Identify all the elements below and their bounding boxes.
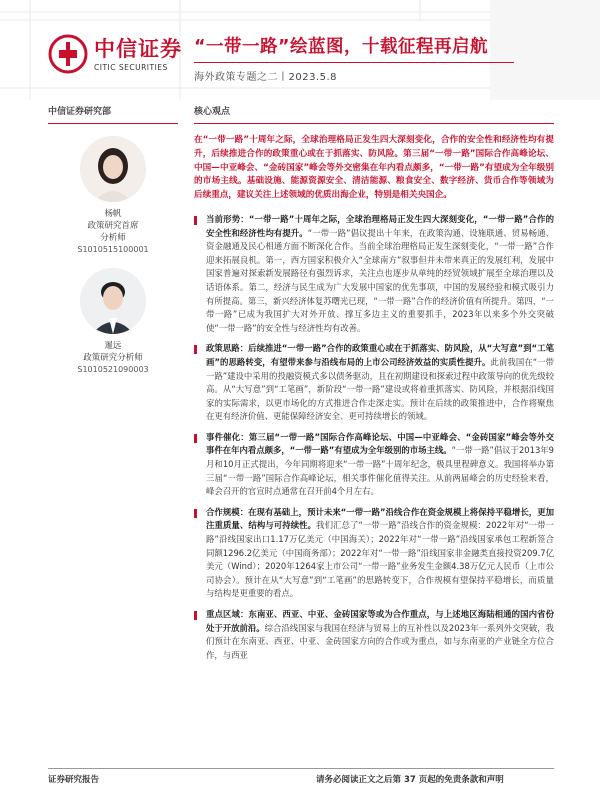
brand-logo [48,34,182,74]
brand-name-cn: 中信证券 [94,36,182,61]
brand-name-en: CITIC SECURITIES [94,62,168,72]
bullet-marker [194,345,197,354]
bullet-lead: 重点区域：东南亚、西亚、中亚、金砖国家等或为合作重点，与上述地区海陆相通的国内省份处于开放前沿。 [206,609,554,633]
bullet-body: 此前我国在“一带一路”建设中采用的投融资模式多以债务驱动，且在初期建设和探索过程中政策导向的优先级较高。从“大写意”到“工笔画”，新阶段“一带一路”建设或将着重抓落实、防风险，并根据沿线国家的实际需求，以更市场化的方式推进合作走深走实。预计在后续的政策推进中，合作将聚焦在更有经济价值、更能保障经济安全、更可持续增长的领域。 [206,356,554,422]
avatar [80,136,146,202]
bullet-marker [194,509,197,518]
bullet-lead: 合作规模：在现有基础上，预计未来“一带一路”沿线合作在资金规模上将保持平稳增长，更加注重质量、结构与可持续性。 [206,506,554,531]
bullet-marker [194,216,197,225]
footer-label: 证券研究报告 [48,775,100,785]
analyst-photo-icon [80,268,146,334]
avatar [80,268,146,334]
analyst-photo-icon [80,136,146,202]
analyst-card [48,268,178,376]
analyst-title: 分析师 [100,233,126,243]
analyst-name: 杨帆 [104,209,122,219]
bullet-lead: 事件催化：第三届“一带一路”国际合作高峰论坛、中国—中亚峰会、“金砖国家”峰会等外交事件在年内看点颇多，“一带一路”有望成为全年级别的市场主线。 [206,431,554,456]
bullet-lead: 当前形势：“一带一路”十周年之际，全球治理格局正发生四大深刻变化，“一带一路”合作的安全性和经济性均有提升。 [206,213,554,238]
report-header [0,0,600,100]
analyst-column [48,104,178,376]
bullet-marker [194,434,197,443]
analyst-card [48,136,178,256]
analyst-license-id: S1010515100001 [77,245,149,254]
report-title: “一带一路”绘蓝图，十载征程再启航 [194,37,489,57]
core-views-heading: 核心观点 [194,104,554,124]
analyst-title: 政策研究首席 [87,221,139,231]
bullet-body: “一带一路”倡议于2013年9月和10月正式提出，今年同期将迎来“一带一路”十周年纪念，极具里程碑意义。我国将举办第三届“一带一路”国际合作高峰论坛，相关事件催化值得关注。从前两届峰会的历史经验来看，峰会召开的官宣时点通常在召开前4个月左右。 [206,445,554,497]
list-item [194,608,554,662]
key-points-list [194,213,554,662]
list-item [194,506,554,601]
bullet-body: “一带一路”倡议提出十年来，在政策沟通、设施联通、贸易畅通、资金融通及民心相通方面不断深化合作。当前全球治理格局正发生深刻变化，“一带一路”合作迎来拓展良机。第一，西方国家积极介入“全球南方”叙事但并未带来真正的发展红利，发展中国家普遍对探索新发展路径有强烈诉求，关注点也逐步从单纯的经贸领域扩展至全球治理以及话语体系。第二，经济与民生成为广大发展中国家的优先事项，中国的发展经验和模式吸引力有所提高。第三，新兴经济体复苏曙光已现，“一带一路”合作的经济价值有所提升。第四，“一带一路”已成为我国扩大对外开放、撑互多边主义的重要抓手，2023年以来多个外交突破使“一带一路”的安全性与经济性均有改善。 [206,227,555,333]
bullet-lead: 政策思路：后续推进“一带一路”合作的政策重心或在于抓落实、防风险，从“大写意”到“工笔画”的思路转变，有望带来参与沿线布局的上市公司经济效益的实质性提升。 [206,343,554,367]
research-dept-heading: 中信证券研究部 [48,104,178,124]
summary-paragraph: 在“一带一路”十周年之际，全球治理格局正发生四大深刻变化，合作的安全性和经济性均有提升，后续推进合作的政策重心或在于抓落实、防风险。第三届“一带一路”国际合作高峰论坛、中国—中亚峰会、“金砖国家”峰会等外交密集在年内看点颇多，“一带一路”有望成为全年级别的市场主线。基础设施、能源资源安全、清洁能源、粮食安全、数字经济、货币合作等领域为后续重点，建议关注上述领域的优质出海企业，特别是相关央国企。 [194,135,554,201]
analyst-title: 政策研究分析师 [83,353,143,363]
bullet-body: 综合沿线国家与我国在经济与贸易上的互补性以及2023年一系列外交突破，我们预计在东南亚、西亚、中亚、金砖国家方向的合作或为重点，如与东南亚的产业链全方位合作，与西亚 [206,622,555,660]
analyst-name: 暹远 [104,341,122,351]
bullet-marker [194,611,197,620]
title-divider [194,62,514,63]
citic-logo-icon [48,34,88,74]
list-item [194,342,554,424]
core-views-column [194,104,554,669]
list-item [194,431,554,499]
analyst-license-id: S1010521090003 [77,365,149,374]
report-subtitle: 海外政策专题之二丨2023.5.8 [194,72,338,83]
bullet-body: 我们汇总了“一带一路”沿线合作的资金规模：2022年对“一带一路”沿线国家出口1.17万亿美元（中国海关）；2022年对“一带一路”沿线国家承包工程新签合同额1296.2亿美元（中国商务部）；2022年对“一带一路”沿线国家非金融类直接投资209.7亿美元（Wind）；2020年1264家上市公司“一带一路”业务发生金额4.38万亿元人民币（上市公司协会）。预计在从“大写意”到“工笔画”的思路转变下，合作规模有望保持平稳增长，而质量与结构是更重要的看点。 [206,520,554,599]
footer-divider [48,768,554,769]
list-item [194,213,554,335]
footer-disclaimer: 请务必阅读正文之后第 37 页起的免责条款和声明 [316,775,504,785]
